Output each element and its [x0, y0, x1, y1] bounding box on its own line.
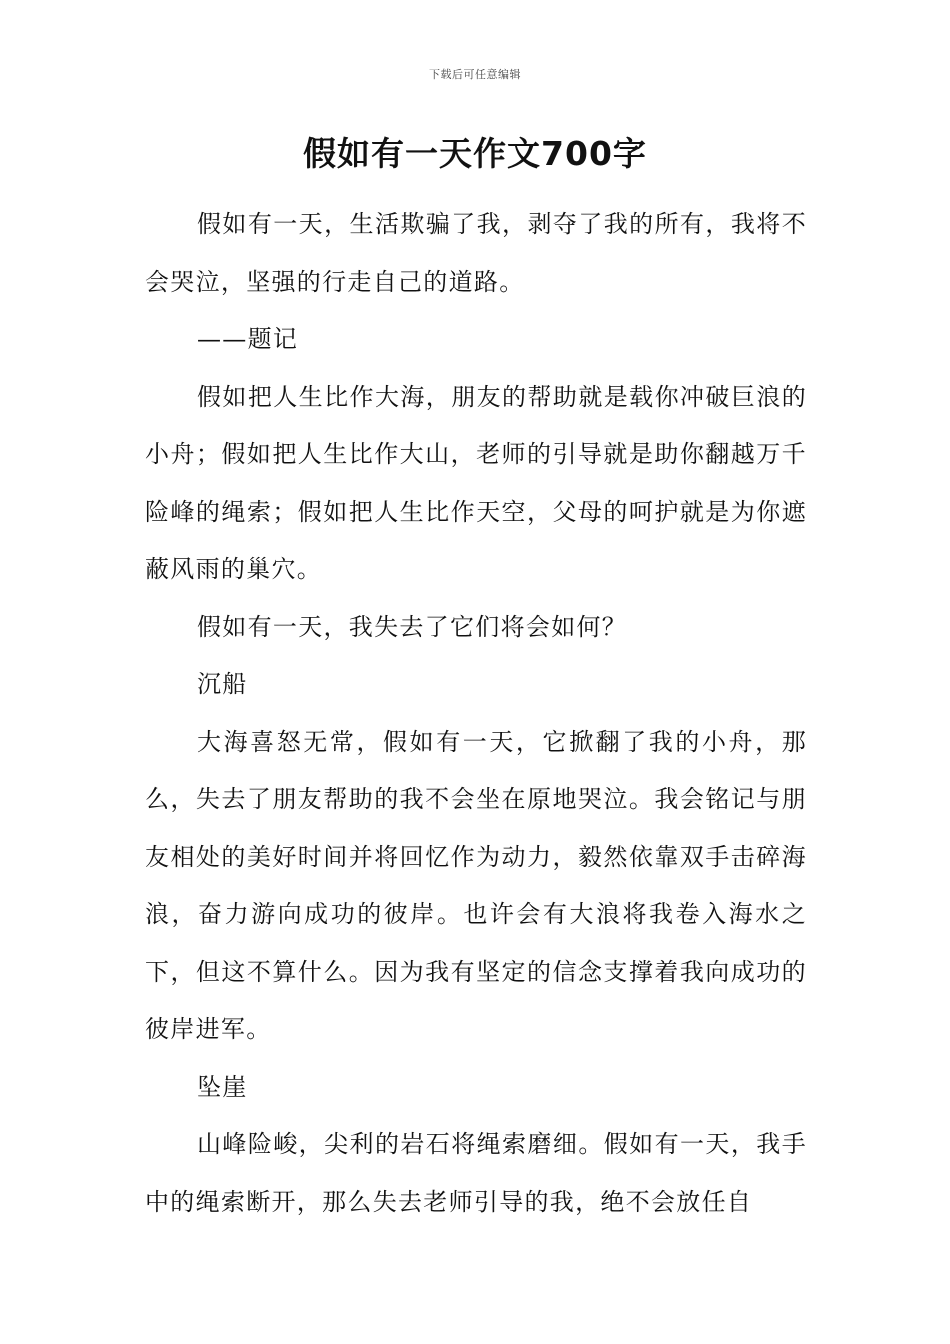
paragraph-intro: 假如有一天，生活欺骗了我，剥夺了我的所有，我将不会哭泣，坚强的行走自己的道路。: [145, 210, 807, 296]
paragraph-metaphors: 假如把人生比作大海，朋友的帮助就是载你冲破巨浪的小舟；假如把人生比作大山，老师的引导就是助你翻越万千险峰的绳索；假如把人生比作天空，父母的呵护就是为你遮蔽风雨的巢穴。: [145, 382, 807, 583]
paragraph-epigraph-note: ——题记: [197, 325, 299, 353]
paragraph-mountain: 山峰险峻，尖利的岩石将绳索磨细。假如有一天，我手中的绳索断开，那么失去老师引导的我，绝不会放任自: [145, 1130, 807, 1216]
section-heading-falling-cliff: 坠崖: [197, 1072, 248, 1101]
paragraph-question: 假如有一天，我失去了它们将会如何？: [197, 612, 628, 641]
document-body: [145, 196, 807, 1231]
section-heading-sinking-ship: 沉船: [197, 670, 248, 698]
paragraph-sea: 大海喜怒无常，假如有一天，它掀翻了我的小舟，那么，失去了朋友帮助的我不会坐在原地哭泣。我会铭记与朋友相处的美好时间并将回忆作为动力，毅然依靠双手击碎海浪，奋力游向成功的彼岸。也许会有大浪将我卷入海水之下，但这不算什么。因为我有坚定的信念支撑着我向成功的彼岸进军。: [145, 727, 807, 1043]
header-note: 下载后可任意编辑: [429, 68, 521, 81]
document-title: 假如有一天作文700字: [303, 134, 647, 173]
